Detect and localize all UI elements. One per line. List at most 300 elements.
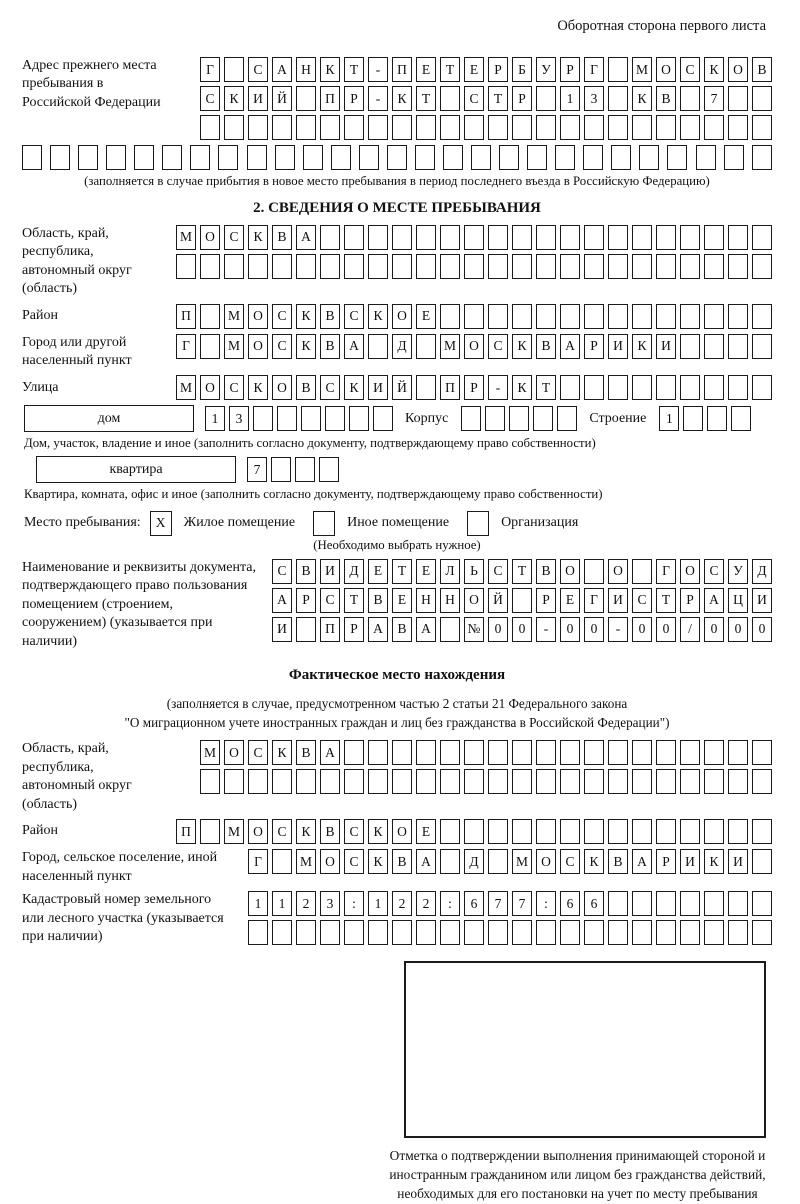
char-cell[interactable] xyxy=(440,254,460,279)
char-cell[interactable] xyxy=(134,145,154,170)
char-cell[interactable] xyxy=(584,225,604,250)
char-cell[interactable]: Р xyxy=(344,86,364,111)
char-cell[interactable]: А xyxy=(416,849,436,874)
char-cell[interactable]: 6 xyxy=(560,891,580,916)
char-cell[interactable] xyxy=(680,769,700,794)
char-cell[interactable]: : xyxy=(440,891,460,916)
char-cell[interactable]: К xyxy=(344,375,364,400)
char-cell[interactable] xyxy=(248,769,268,794)
char-cell[interactable]: С xyxy=(272,304,292,329)
char-cell[interactable] xyxy=(359,145,379,170)
char-cell[interactable] xyxy=(704,819,724,844)
char-cell[interactable]: Т xyxy=(416,86,436,111)
char-cell[interactable]: М xyxy=(224,304,244,329)
char-cell[interactable] xyxy=(416,769,436,794)
char-cell[interactable] xyxy=(512,769,532,794)
char-cell[interactable]: Е xyxy=(560,588,580,613)
char-cell[interactable] xyxy=(752,115,772,140)
char-cell[interactable]: К xyxy=(632,334,652,359)
char-cell[interactable] xyxy=(608,920,628,945)
char-cell[interactable] xyxy=(392,920,412,945)
char-cell[interactable]: Е xyxy=(464,57,484,82)
char-cell[interactable] xyxy=(392,254,412,279)
char-cell[interactable] xyxy=(440,617,460,642)
char-cell[interactable] xyxy=(533,406,553,431)
char-cell[interactable] xyxy=(608,819,628,844)
char-cell[interactable]: К xyxy=(296,334,316,359)
char-cell[interactable]: Е xyxy=(416,57,436,82)
char-cell[interactable]: Е xyxy=(392,588,412,613)
char-cell[interactable] xyxy=(656,254,676,279)
char-cell[interactable] xyxy=(560,769,580,794)
char-cell[interactable]: : xyxy=(344,891,364,916)
char-cell[interactable] xyxy=(272,769,292,794)
char-cell[interactable] xyxy=(656,740,676,765)
char-cell[interactable] xyxy=(560,254,580,279)
char-cell[interactable] xyxy=(752,849,772,874)
char-cell[interactable]: Ц xyxy=(728,588,748,613)
char-cell[interactable] xyxy=(608,57,628,82)
char-cell[interactable] xyxy=(200,115,220,140)
char-cell[interactable] xyxy=(296,254,316,279)
char-cell[interactable]: С xyxy=(224,375,244,400)
char-cell[interactable]: Е xyxy=(368,559,388,584)
char-cell[interactable]: М xyxy=(224,819,244,844)
char-cell[interactable] xyxy=(560,375,580,400)
char-cell[interactable] xyxy=(608,740,628,765)
char-cell[interactable]: 2 xyxy=(392,891,412,916)
char-cell[interactable] xyxy=(752,334,772,359)
char-cell[interactable] xyxy=(752,254,772,279)
char-cell[interactable]: 1 xyxy=(205,406,225,431)
char-cell[interactable] xyxy=(320,254,340,279)
char-cell[interactable]: 1 xyxy=(659,406,679,431)
char-cell[interactable]: Т xyxy=(440,57,460,82)
char-cell[interactable]: Г xyxy=(584,57,604,82)
char-cell[interactable] xyxy=(704,115,724,140)
char-cell[interactable] xyxy=(584,254,604,279)
char-cell[interactable]: 1 xyxy=(560,86,580,111)
char-cell[interactable] xyxy=(584,769,604,794)
char-cell[interactable]: Д xyxy=(464,849,484,874)
char-cell[interactable]: М xyxy=(512,849,532,874)
char-cell[interactable] xyxy=(560,115,580,140)
char-cell[interactable] xyxy=(488,769,508,794)
char-cell[interactable] xyxy=(368,740,388,765)
char-cell[interactable]: 0 xyxy=(656,617,676,642)
char-cell[interactable] xyxy=(731,406,751,431)
char-cell[interactable] xyxy=(656,769,676,794)
char-cell[interactable]: О xyxy=(224,740,244,765)
char-cell[interactable] xyxy=(632,769,652,794)
char-cell[interactable]: 1 xyxy=(272,891,292,916)
char-cell[interactable] xyxy=(320,769,340,794)
char-cell[interactable]: В xyxy=(368,588,388,613)
char-cell[interactable]: Р xyxy=(584,334,604,359)
char-cell[interactable] xyxy=(536,740,556,765)
char-cell[interactable]: - xyxy=(368,57,388,82)
char-cell[interactable]: И xyxy=(272,617,292,642)
char-cell[interactable] xyxy=(325,406,345,431)
char-cell[interactable] xyxy=(752,740,772,765)
char-cell[interactable] xyxy=(440,769,460,794)
char-cell[interactable] xyxy=(680,891,700,916)
char-cell[interactable] xyxy=(464,225,484,250)
char-cell[interactable]: И xyxy=(248,86,268,111)
char-cell[interactable]: Н xyxy=(440,588,460,613)
char-cell[interactable] xyxy=(704,920,724,945)
char-cell[interactable] xyxy=(680,115,700,140)
char-cell[interactable]: К xyxy=(224,86,244,111)
char-cell[interactable] xyxy=(368,334,388,359)
char-cell[interactable] xyxy=(106,145,126,170)
char-cell[interactable] xyxy=(560,225,580,250)
char-cell[interactable] xyxy=(440,304,460,329)
char-cell[interactable]: И xyxy=(728,849,748,874)
char-cell[interactable]: А xyxy=(296,225,316,250)
char-cell[interactable] xyxy=(584,819,604,844)
char-cell[interactable] xyxy=(704,304,724,329)
char-cell[interactable] xyxy=(368,225,388,250)
char-cell[interactable]: / xyxy=(680,617,700,642)
char-cell[interactable] xyxy=(272,115,292,140)
char-cell[interactable]: Е xyxy=(416,304,436,329)
char-cell[interactable] xyxy=(440,115,460,140)
char-cell[interactable]: - xyxy=(488,375,508,400)
char-cell[interactable]: 1 xyxy=(248,891,268,916)
char-cell[interactable] xyxy=(639,145,659,170)
char-cell[interactable]: О xyxy=(200,225,220,250)
char-cell[interactable] xyxy=(656,304,676,329)
char-cell[interactable]: П xyxy=(392,57,412,82)
char-cell[interactable]: В xyxy=(320,334,340,359)
char-cell[interactable]: К xyxy=(704,849,724,874)
char-cell[interactable] xyxy=(584,559,604,584)
char-cell[interactable] xyxy=(752,819,772,844)
char-cell[interactable] xyxy=(485,406,505,431)
char-cell[interactable] xyxy=(557,406,577,431)
char-cell[interactable] xyxy=(680,254,700,279)
char-cell[interactable] xyxy=(416,254,436,279)
char-cell[interactable]: П xyxy=(320,617,340,642)
char-cell[interactable]: И xyxy=(368,375,388,400)
char-cell[interactable]: О xyxy=(608,559,628,584)
char-cell[interactable] xyxy=(224,115,244,140)
char-cell[interactable] xyxy=(488,740,508,765)
char-cell[interactable] xyxy=(464,769,484,794)
char-cell[interactable]: К xyxy=(248,225,268,250)
char-cell[interactable] xyxy=(608,254,628,279)
char-cell[interactable]: С xyxy=(272,819,292,844)
char-cell[interactable] xyxy=(536,225,556,250)
char-cell[interactable] xyxy=(584,920,604,945)
char-cell[interactable] xyxy=(416,115,436,140)
char-cell[interactable] xyxy=(392,769,412,794)
char-cell[interactable]: О xyxy=(200,375,220,400)
char-cell[interactable] xyxy=(752,769,772,794)
char-cell[interactable] xyxy=(512,115,532,140)
char-cell[interactable] xyxy=(680,334,700,359)
char-cell[interactable] xyxy=(320,920,340,945)
char-cell[interactable] xyxy=(277,406,297,431)
char-cell[interactable]: С xyxy=(632,588,652,613)
char-cell[interactable] xyxy=(344,740,364,765)
char-cell[interactable] xyxy=(471,145,491,170)
char-cell[interactable]: И xyxy=(752,588,772,613)
char-cell[interactable] xyxy=(656,115,676,140)
char-cell[interactable]: К xyxy=(368,819,388,844)
char-cell[interactable]: С xyxy=(344,819,364,844)
char-cell[interactable]: О xyxy=(392,304,412,329)
char-cell[interactable]: Л xyxy=(440,559,460,584)
char-cell[interactable] xyxy=(464,304,484,329)
char-cell[interactable] xyxy=(200,304,220,329)
char-cell[interactable] xyxy=(368,920,388,945)
char-cell[interactable] xyxy=(632,225,652,250)
char-cell[interactable] xyxy=(656,375,676,400)
char-cell[interactable]: Н xyxy=(296,57,316,82)
char-cell[interactable]: А xyxy=(344,334,364,359)
char-cell[interactable] xyxy=(728,740,748,765)
char-cell[interactable] xyxy=(632,559,652,584)
residential-checkbox[interactable]: X xyxy=(150,511,172,536)
char-cell[interactable]: 6 xyxy=(584,891,604,916)
char-cell[interactable]: Т xyxy=(536,375,556,400)
char-cell[interactable] xyxy=(611,145,631,170)
char-cell[interactable] xyxy=(704,225,724,250)
char-cell[interactable] xyxy=(78,145,98,170)
char-cell[interactable]: Д xyxy=(392,334,412,359)
char-cell[interactable]: Т xyxy=(344,588,364,613)
char-cell[interactable] xyxy=(536,769,556,794)
char-cell[interactable]: К xyxy=(272,740,292,765)
char-cell[interactable] xyxy=(707,406,727,431)
char-cell[interactable] xyxy=(584,115,604,140)
char-cell[interactable]: О xyxy=(464,588,484,613)
char-cell[interactable]: М xyxy=(296,849,316,874)
char-cell[interactable]: Р xyxy=(464,375,484,400)
char-cell[interactable]: О xyxy=(248,819,268,844)
char-cell[interactable]: В xyxy=(752,57,772,82)
char-cell[interactable]: В xyxy=(272,225,292,250)
char-cell[interactable]: Р xyxy=(344,617,364,642)
char-cell[interactable]: П xyxy=(176,304,196,329)
char-cell[interactable]: 3 xyxy=(229,406,249,431)
char-cell[interactable]: И xyxy=(656,334,676,359)
char-cell[interactable]: Г xyxy=(584,588,604,613)
char-cell[interactable] xyxy=(584,740,604,765)
char-cell[interactable]: В xyxy=(536,334,556,359)
char-cell[interactable]: И xyxy=(680,849,700,874)
char-cell[interactable] xyxy=(50,145,70,170)
char-cell[interactable] xyxy=(190,145,210,170)
char-cell[interactable]: А xyxy=(272,57,292,82)
char-cell[interactable] xyxy=(683,406,703,431)
char-cell[interactable]: 2 xyxy=(296,891,316,916)
char-cell[interactable] xyxy=(247,145,267,170)
char-cell[interactable] xyxy=(392,740,412,765)
char-cell[interactable]: А xyxy=(632,849,652,874)
char-cell[interactable] xyxy=(632,740,652,765)
char-cell[interactable] xyxy=(22,145,42,170)
char-cell[interactable]: 6 xyxy=(464,891,484,916)
char-cell[interactable]: О xyxy=(320,849,340,874)
char-cell[interactable]: К xyxy=(368,849,388,874)
char-cell[interactable]: А xyxy=(272,588,292,613)
char-cell[interactable] xyxy=(387,145,407,170)
char-cell[interactable] xyxy=(488,225,508,250)
char-cell[interactable]: Т xyxy=(656,588,676,613)
char-cell[interactable] xyxy=(704,375,724,400)
char-cell[interactable] xyxy=(440,920,460,945)
char-cell[interactable]: М xyxy=(440,334,460,359)
char-cell[interactable] xyxy=(656,819,676,844)
char-cell[interactable] xyxy=(608,375,628,400)
char-cell[interactable]: А xyxy=(416,617,436,642)
char-cell[interactable]: С xyxy=(320,375,340,400)
char-cell[interactable] xyxy=(464,740,484,765)
char-cell[interactable] xyxy=(296,920,316,945)
char-cell[interactable] xyxy=(344,115,364,140)
char-cell[interactable]: Р xyxy=(656,849,676,874)
char-cell[interactable] xyxy=(200,334,220,359)
char-cell[interactable] xyxy=(728,304,748,329)
char-cell[interactable] xyxy=(271,457,291,482)
char-cell[interactable]: С xyxy=(488,559,508,584)
char-cell[interactable] xyxy=(728,225,748,250)
char-cell[interactable]: П xyxy=(320,86,340,111)
char-cell[interactable] xyxy=(461,406,481,431)
char-cell[interactable] xyxy=(583,145,603,170)
char-cell[interactable]: : xyxy=(536,891,556,916)
char-cell[interactable]: К xyxy=(368,304,388,329)
char-cell[interactable] xyxy=(632,254,652,279)
char-cell[interactable]: 0 xyxy=(728,617,748,642)
char-cell[interactable]: П xyxy=(440,375,460,400)
char-cell[interactable] xyxy=(704,334,724,359)
char-cell[interactable] xyxy=(320,115,340,140)
char-cell[interactable] xyxy=(728,254,748,279)
char-cell[interactable] xyxy=(608,86,628,111)
char-cell[interactable]: - xyxy=(608,617,628,642)
char-cell[interactable]: 0 xyxy=(584,617,604,642)
char-cell[interactable] xyxy=(632,115,652,140)
char-cell[interactable]: О xyxy=(272,375,292,400)
char-cell[interactable] xyxy=(344,920,364,945)
char-cell[interactable]: К xyxy=(296,819,316,844)
char-cell[interactable] xyxy=(752,375,772,400)
char-cell[interactable]: 0 xyxy=(752,617,772,642)
char-cell[interactable]: И xyxy=(608,334,628,359)
char-cell[interactable]: В xyxy=(296,375,316,400)
char-cell[interactable] xyxy=(224,769,244,794)
char-cell[interactable]: С xyxy=(272,334,292,359)
char-cell[interactable] xyxy=(464,819,484,844)
other-premises-checkbox[interactable] xyxy=(313,511,335,536)
char-cell[interactable] xyxy=(608,225,628,250)
char-cell[interactable]: М xyxy=(176,375,196,400)
char-cell[interactable] xyxy=(331,145,351,170)
char-cell[interactable] xyxy=(272,920,292,945)
char-cell[interactable]: О xyxy=(656,57,676,82)
char-cell[interactable] xyxy=(275,145,295,170)
char-cell[interactable]: С xyxy=(344,304,364,329)
char-cell[interactable] xyxy=(656,225,676,250)
char-cell[interactable] xyxy=(752,225,772,250)
char-cell[interactable] xyxy=(272,254,292,279)
char-cell[interactable] xyxy=(162,145,182,170)
char-cell[interactable]: Т xyxy=(488,86,508,111)
char-cell[interactable] xyxy=(728,920,748,945)
char-cell[interactable] xyxy=(728,115,748,140)
char-cell[interactable]: С xyxy=(464,86,484,111)
char-cell[interactable] xyxy=(696,145,716,170)
char-cell[interactable]: В xyxy=(656,86,676,111)
char-cell[interactable]: О xyxy=(728,57,748,82)
char-cell[interactable] xyxy=(667,145,687,170)
char-cell[interactable]: № xyxy=(464,617,484,642)
char-cell[interactable] xyxy=(488,115,508,140)
char-cell[interactable] xyxy=(752,145,772,170)
char-cell[interactable] xyxy=(200,819,220,844)
char-cell[interactable]: 0 xyxy=(704,617,724,642)
char-cell[interactable]: 7 xyxy=(512,891,532,916)
char-cell[interactable] xyxy=(464,254,484,279)
char-cell[interactable]: 0 xyxy=(512,617,532,642)
char-cell[interactable] xyxy=(319,457,339,482)
char-cell[interactable]: К xyxy=(512,334,532,359)
char-cell[interactable]: Р xyxy=(296,588,316,613)
char-cell[interactable] xyxy=(632,891,652,916)
char-cell[interactable] xyxy=(704,769,724,794)
char-cell[interactable] xyxy=(224,254,244,279)
char-cell[interactable] xyxy=(728,334,748,359)
char-cell[interactable]: 0 xyxy=(632,617,652,642)
char-cell[interactable] xyxy=(488,819,508,844)
char-cell[interactable]: Й xyxy=(272,86,292,111)
char-cell[interactable] xyxy=(296,617,316,642)
char-cell[interactable] xyxy=(373,406,393,431)
char-cell[interactable] xyxy=(295,457,315,482)
char-cell[interactable]: К xyxy=(512,375,532,400)
char-cell[interactable]: Р xyxy=(512,86,532,111)
char-cell[interactable]: А xyxy=(560,334,580,359)
char-cell[interactable] xyxy=(368,769,388,794)
char-cell[interactable] xyxy=(512,254,532,279)
char-cell[interactable] xyxy=(704,891,724,916)
char-cell[interactable]: С xyxy=(200,86,220,111)
char-cell[interactable] xyxy=(296,86,316,111)
char-cell[interactable]: О xyxy=(248,334,268,359)
char-cell[interactable] xyxy=(368,115,388,140)
char-cell[interactable]: У xyxy=(536,57,556,82)
char-cell[interactable] xyxy=(344,254,364,279)
char-cell[interactable] xyxy=(680,375,700,400)
char-cell[interactable] xyxy=(536,254,556,279)
char-cell[interactable] xyxy=(752,891,772,916)
char-cell[interactable] xyxy=(584,304,604,329)
char-cell[interactable] xyxy=(560,920,580,945)
char-cell[interactable] xyxy=(536,86,556,111)
char-cell[interactable]: В xyxy=(608,849,628,874)
char-cell[interactable] xyxy=(248,254,268,279)
char-cell[interactable]: Г xyxy=(200,57,220,82)
char-cell[interactable] xyxy=(536,304,556,329)
char-cell[interactable]: 0 xyxy=(560,617,580,642)
char-cell[interactable]: 0 xyxy=(488,617,508,642)
char-cell[interactable] xyxy=(632,920,652,945)
char-cell[interactable] xyxy=(200,769,220,794)
